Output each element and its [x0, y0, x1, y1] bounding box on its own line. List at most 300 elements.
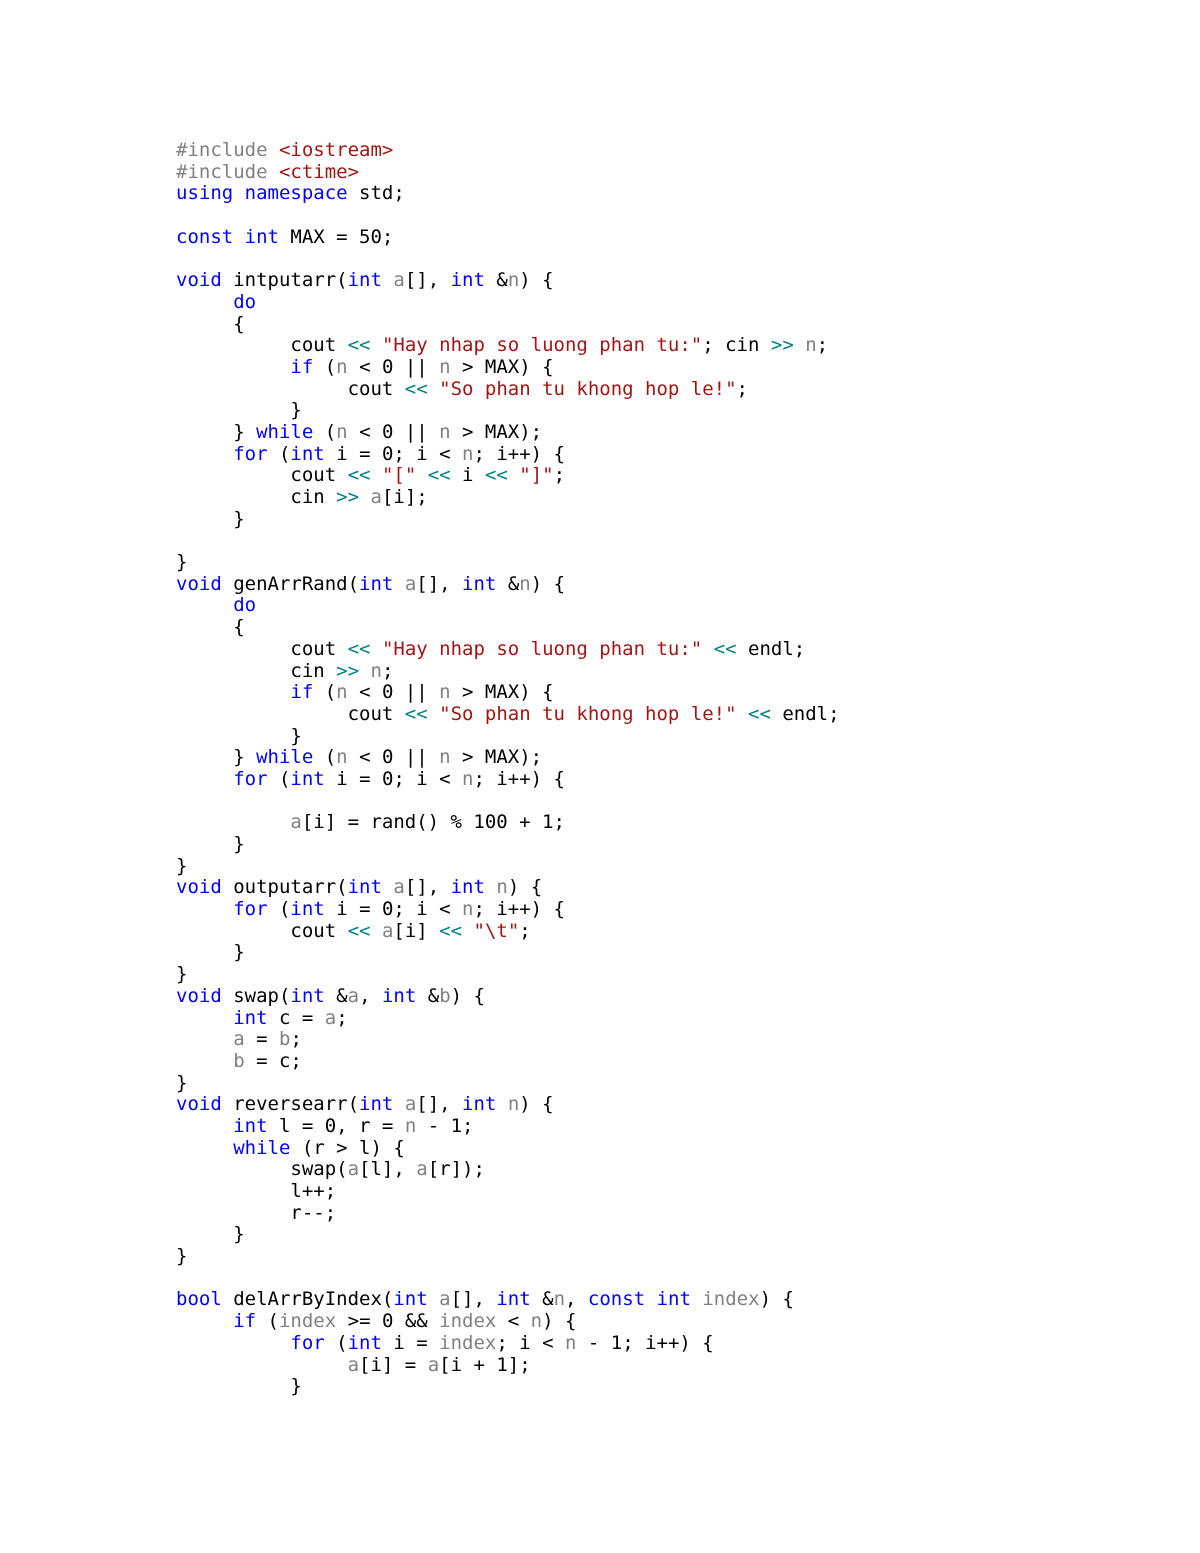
parameter-token: n: [336, 746, 348, 769]
code-line: [176, 791, 840, 813]
stream-operator-token: <<: [713, 637, 737, 660]
code-text-token: ) {: [759, 1288, 794, 1311]
code-line: [176, 400, 840, 422]
code-text-token: }: [176, 746, 257, 769]
keyword-token: namespace: [244, 182, 348, 205]
code-text-token: (: [324, 1331, 348, 1354]
code-text-token: < 0 ||: [347, 420, 440, 443]
code-text-token: i = 0; i <: [324, 767, 463, 790]
code-text-token: {: [176, 616, 245, 639]
code-line: [176, 1355, 840, 1377]
keyword-token: void: [176, 984, 222, 1007]
code-text-token: cout: [176, 464, 348, 487]
code-text-token: [233, 226, 244, 248]
code-text-token: ; i++) {: [473, 767, 565, 790]
parameter-token: index: [702, 1288, 760, 1311]
keyword-token: do: [233, 594, 257, 617]
code-text-token: intputarr(: [221, 269, 348, 292]
code-text-token: > MAX);: [450, 746, 543, 769]
code-text-token: }: [176, 507, 245, 530]
parameter-token: n: [519, 572, 531, 595]
code-line: [176, 1073, 840, 1095]
parameter-token: a: [381, 919, 394, 942]
parameter-token: a: [347, 1158, 360, 1181]
code-line: [176, 205, 840, 227]
code-text-token: [],: [404, 876, 451, 899]
parameter-token: a: [393, 876, 405, 899]
code-text-token: [691, 1288, 702, 1310]
code-line: [176, 726, 840, 748]
parameter-token: n: [507, 1093, 520, 1116]
code-line: [176, 986, 840, 1008]
code-line: [176, 1181, 840, 1203]
code-text-token: (: [256, 1310, 279, 1333]
code-text-token: cout: [176, 377, 405, 400]
code-text-token: [702, 638, 713, 660]
code-line: [176, 248, 840, 270]
code-text-token: swap(: [176, 1158, 348, 1181]
code-text-token: [428, 703, 439, 725]
parameter-token: n: [439, 746, 451, 769]
string-literal-token: "[": [381, 464, 417, 487]
code-text-token: ;: [816, 334, 829, 357]
keyword-token: void: [176, 1093, 222, 1116]
stream-operator-token: <<: [484, 464, 508, 487]
code-text-token: &: [496, 572, 520, 595]
code-line: [176, 140, 840, 162]
code-text-token: [462, 920, 473, 942]
code-line: [176, 682, 840, 704]
keyword-token: int: [359, 572, 394, 595]
parameter-token: n: [496, 876, 508, 899]
code-text-token: &: [416, 984, 440, 1007]
code-text-token: delArrByIndex(: [221, 1288, 394, 1311]
stream-operator-token: <<: [439, 919, 463, 942]
parameter-token: n: [530, 1310, 543, 1333]
code-line: [176, 357, 840, 379]
code-text-token: [428, 378, 439, 400]
keyword-token: for: [233, 767, 268, 790]
code-text-token: [176, 1028, 233, 1050]
stream-operator-token: <<: [347, 637, 371, 660]
code-line: [176, 747, 840, 769]
parameter-token: b: [233, 1049, 245, 1072]
code-text-token: ) {: [519, 269, 554, 292]
code-line: [176, 1289, 840, 1311]
parameter-token: n: [336, 420, 348, 443]
parameter-token: n: [336, 681, 348, 704]
stream-operator-token: <<: [404, 702, 428, 725]
code-text-token: outputarr(: [221, 876, 348, 899]
keyword-token: if: [290, 355, 314, 378]
code-text-token: [176, 291, 233, 313]
parameter-token: n: [507, 269, 520, 292]
stream-operator-token: <<: [748, 702, 771, 725]
stream-operator-token: >>: [336, 659, 360, 682]
code-text-token: < 0 ||: [347, 355, 440, 378]
code-text-token: [370, 464, 381, 486]
code-text-token: ;: [381, 659, 394, 682]
code-line: [176, 422, 840, 444]
code-text-token: [382, 269, 393, 291]
code-line: [176, 1224, 840, 1246]
keyword-token: while: [256, 746, 314, 769]
code-text-token: [359, 660, 370, 682]
code-text-token: i = 0; i <: [324, 442, 463, 465]
code-text-token: [i] = rand() % 100 + 1;: [301, 811, 565, 834]
code-text-token: (: [267, 767, 291, 790]
code-text-token: MAX = 50;: [278, 225, 394, 248]
code-text-token: reversearr(: [221, 1093, 360, 1116]
code-text-token: [645, 1288, 656, 1310]
code-text-token: }: [176, 724, 302, 747]
code-text-token: <: [496, 1310, 531, 1333]
keyword-token: int: [347, 1331, 382, 1354]
code-text-token: (: [313, 420, 337, 443]
parameter-token: a: [404, 1093, 417, 1116]
keyword-token: int: [244, 225, 279, 248]
code-line: [176, 964, 840, 986]
code-text-token: c =: [267, 1006, 325, 1029]
code-text-token: swap(: [221, 984, 291, 1007]
code-line: [176, 1008, 840, 1030]
keyword-token: for: [290, 1331, 325, 1354]
code-line: [176, 335, 840, 357]
code-text-token: ) {: [542, 1310, 577, 1333]
code-text-token: (: [267, 442, 291, 465]
code-text-token: [233, 182, 244, 204]
keyword-token: int: [656, 1288, 691, 1311]
parameter-token: n: [462, 898, 474, 921]
code-text-token: ;: [336, 1006, 348, 1029]
keyword-token: int: [393, 1288, 428, 1311]
code-text-token: [176, 1007, 233, 1029]
code-text-token: [496, 1093, 507, 1115]
code-text-token: ,: [565, 1288, 588, 1311]
code-line: [176, 1051, 840, 1073]
code-text-token: [737, 703, 748, 725]
code-text-token: > MAX) {: [450, 681, 554, 704]
stream-operator-token: >>: [336, 486, 360, 508]
code-text-token: i =: [381, 1331, 440, 1354]
code-text-token: }: [176, 1245, 188, 1268]
parameter-token: n: [404, 1114, 417, 1137]
code-text-token: - 1;: [416, 1114, 474, 1137]
code-line: [176, 530, 840, 552]
code-text-token: }: [176, 1223, 245, 1246]
code-text-token: cout: [176, 702, 405, 725]
code-text-token: [176, 1137, 233, 1159]
code-text-token: }: [176, 854, 188, 877]
keyword-token: int: [450, 269, 485, 292]
code-text-token: [i] =: [359, 1353, 428, 1376]
code-line: [176, 1138, 840, 1160]
code-text-token: &: [324, 984, 348, 1007]
parameter-token: b: [278, 1028, 291, 1051]
code-text-token: i: [450, 464, 485, 487]
code-line: [176, 292, 840, 314]
code-text-token: > MAX) {: [450, 355, 554, 378]
parameter-token: a: [439, 1288, 451, 1311]
keyword-token: while: [233, 1136, 291, 1159]
code-line: [176, 1246, 840, 1268]
code-text-token: > MAX);: [450, 420, 543, 443]
code-text-token: [176, 768, 233, 790]
code-text-token: [l],: [359, 1158, 417, 1181]
code-text-token: [485, 876, 496, 898]
parameter-token: n: [439, 420, 451, 443]
stream-operator-token: <<: [347, 464, 371, 487]
code-text-token: }: [176, 399, 302, 422]
parameter-token: n: [439, 681, 451, 704]
preprocessor-token: #include: [176, 160, 279, 183]
include-header-token: <iostream>: [278, 139, 394, 161]
code-line: [176, 183, 840, 205]
code-text-token: ;: [736, 377, 748, 400]
keyword-token: for: [233, 898, 268, 921]
code-text-token: [i + 1];: [439, 1353, 531, 1376]
code-text-token: ; i++) {: [473, 898, 565, 921]
parameter-token: index: [278, 1310, 337, 1333]
code-text-token: [176, 1332, 290, 1354]
code-text-token: ;: [553, 464, 566, 487]
keyword-token: for: [233, 442, 268, 465]
code-text-token: &: [484, 269, 508, 292]
stream-operator-token: <<: [427, 464, 451, 487]
code-text-token: ,: [359, 984, 382, 1007]
parameter-token: n: [564, 1331, 577, 1354]
code-line: [176, 227, 840, 249]
stream-operator-token: <<: [404, 377, 428, 400]
code-line: [176, 1311, 840, 1333]
code-text-token: cout: [176, 637, 348, 660]
keyword-token: int: [233, 1006, 268, 1029]
code-line: [176, 162, 840, 184]
code-text-token: &: [530, 1288, 554, 1311]
keyword-token: int: [290, 767, 325, 790]
code-line: [176, 1029, 840, 1051]
code-line: [176, 465, 840, 487]
code-text-token: [],: [404, 269, 451, 292]
code-text-token: (: [313, 355, 337, 378]
code-text-token: r--;: [176, 1201, 337, 1224]
keyword-token: int: [233, 1114, 268, 1137]
parameter-token: a: [324, 1006, 337, 1029]
parameter-token: a: [416, 1158, 428, 1181]
code-line: [176, 877, 840, 899]
code-line: [176, 661, 840, 683]
parameter-token: a: [393, 269, 405, 292]
code-text-token: [393, 573, 404, 595]
code-line: [176, 552, 840, 574]
code-text-token: [359, 486, 370, 508]
code-text-token: genArrRand(: [221, 572, 360, 595]
keyword-token: int: [290, 442, 325, 465]
code-text-token: }: [176, 420, 257, 443]
code-text-token: [370, 920, 381, 942]
keyword-token: int: [496, 1288, 531, 1311]
code-text-token: ; i <: [496, 1331, 565, 1354]
keyword-token: using: [176, 182, 234, 205]
code-text-token: [],: [416, 572, 463, 595]
code-line: [176, 314, 840, 336]
parameter-token: n: [553, 1288, 566, 1311]
code-line: [176, 639, 840, 661]
code-text-token: [176, 1310, 233, 1332]
code-line: [176, 487, 840, 509]
parameter-token: a: [347, 984, 360, 1007]
code-line: [176, 444, 840, 466]
code-text-token: }: [176, 1071, 188, 1094]
parameter-token: a: [427, 1353, 440, 1376]
keyword-token: int: [359, 1093, 394, 1116]
parameter-token: a: [370, 486, 382, 508]
string-literal-token: "\t": [473, 919, 520, 942]
code-line: [176, 834, 840, 856]
code-text-token: (: [313, 746, 337, 769]
code-text-token: l++;: [176, 1180, 337, 1202]
code-text-token: [i]: [393, 919, 440, 942]
code-text-token: >= 0 &&: [336, 1310, 440, 1333]
string-literal-token: "]": [519, 464, 554, 487]
keyword-token: int: [450, 876, 485, 899]
code-text-token: [176, 898, 233, 920]
code-text-token: endl;: [736, 637, 806, 660]
code-text-token: ) {: [450, 984, 485, 1007]
code-text-token: [428, 1288, 439, 1310]
string-literal-token: "So phan tu khong hop le!": [439, 702, 737, 725]
stream-operator-token: <<: [347, 334, 371, 357]
code-line: [176, 1376, 840, 1398]
code-text-token: }: [176, 833, 245, 855]
keyword-token: int: [290, 984, 325, 1007]
keyword-token: const: [587, 1288, 646, 1311]
code-text-token: [176, 681, 290, 703]
code-text-token: ) {: [519, 1093, 554, 1116]
parameter-token: n: [462, 442, 474, 465]
code-text-token: [370, 638, 381, 660]
code-text-token: [370, 334, 381, 356]
code-line: [176, 379, 840, 401]
keyword-token: void: [176, 876, 222, 899]
code-text-token: {: [176, 312, 245, 335]
code-line: [176, 1203, 840, 1225]
keyword-token: if: [290, 681, 314, 704]
parameter-token: b: [439, 984, 451, 1007]
code-text-token: i = 0; i <: [324, 898, 463, 921]
code-text-token: [416, 464, 427, 486]
keyword-token: if: [233, 1310, 257, 1333]
code-line: [176, 270, 840, 292]
code-text-token: [r]);: [427, 1158, 485, 1181]
code-text-token: [382, 876, 393, 898]
code-text-token: [],: [450, 1288, 497, 1311]
include-header-token: <ctime>: [278, 160, 360, 183]
code-text-token: ;: [290, 1028, 302, 1051]
code-listing: [176, 140, 840, 1398]
preprocessor-token: #include: [176, 139, 279, 161]
parameter-token: a: [404, 572, 417, 595]
code-text-token: [i];: [381, 486, 428, 508]
keyword-token: do: [233, 290, 257, 313]
parameter-token: n: [462, 767, 474, 790]
parameter-token: index: [439, 1331, 497, 1354]
keyword-token: int: [462, 572, 497, 595]
code-text-token: [176, 811, 290, 833]
code-line: [176, 812, 840, 834]
code-text-token: [508, 464, 519, 486]
string-literal-token: "Hay nhap so luong phan tu:": [381, 334, 703, 357]
code-text-token: [176, 356, 290, 378]
parameter-token: n: [805, 334, 817, 357]
code-text-token: ;: [519, 919, 531, 942]
code-text-token: [176, 1115, 233, 1137]
code-line: [176, 1333, 840, 1355]
keyword-token: int: [290, 898, 325, 921]
code-text-token: ; i++) {: [473, 442, 565, 465]
code-text-token: l = 0, r =: [267, 1114, 405, 1137]
code-text-token: [794, 334, 805, 356]
code-line: [176, 595, 840, 617]
code-text-token: cin: [176, 659, 337, 682]
keyword-token: int: [381, 984, 417, 1007]
code-line: [176, 704, 840, 726]
string-literal-token: "Hay nhap so luong phan tu:": [381, 637, 703, 660]
code-text-token: }: [176, 1375, 302, 1398]
stream-operator-token: >>: [770, 334, 794, 357]
parameter-token: index: [439, 1310, 497, 1333]
code-text-token: [393, 1093, 404, 1115]
stream-operator-token: <<: [347, 919, 371, 942]
code-text-token: }: [176, 963, 188, 986]
code-text-token: ; cin: [702, 334, 771, 357]
code-line: [176, 769, 840, 791]
code-text-token: cout: [176, 334, 348, 357]
code-text-token: [],: [416, 1093, 463, 1116]
code-text-token: [176, 443, 233, 465]
code-text-token: = c;: [244, 1049, 302, 1072]
parameter-token: n: [336, 355, 348, 378]
code-text-token: < 0 ||: [347, 681, 440, 704]
code-line: [176, 509, 840, 531]
keyword-token: int: [462, 1093, 497, 1116]
keyword-token: void: [176, 269, 222, 292]
keyword-token: void: [176, 572, 222, 595]
code-text-token: }: [176, 941, 245, 964]
keyword-token: while: [256, 420, 314, 443]
code-text-token: cout: [176, 919, 348, 942]
code-text-token: (: [267, 898, 291, 921]
code-text-token: [176, 594, 233, 616]
keyword-token: const: [176, 225, 234, 248]
code-text-token: [176, 1354, 348, 1376]
code-line: [176, 942, 840, 964]
parameter-token: a: [347, 1353, 360, 1376]
code-text-token: < 0 ||: [347, 746, 440, 769]
code-text-token: (r > l) {: [290, 1136, 405, 1159]
code-text-token: }: [176, 551, 188, 574]
parameter-token: n: [439, 355, 451, 378]
code-line: [176, 1094, 840, 1116]
code-line: [176, 574, 840, 596]
code-text-token: cin: [176, 486, 337, 508]
keyword-token: int: [347, 269, 382, 292]
code-text-token: - 1; i++) {: [576, 1331, 714, 1354]
code-line: [176, 899, 840, 921]
code-line: [176, 921, 840, 943]
code-text-token: [176, 1050, 233, 1072]
keyword-token: bool: [176, 1288, 222, 1311]
